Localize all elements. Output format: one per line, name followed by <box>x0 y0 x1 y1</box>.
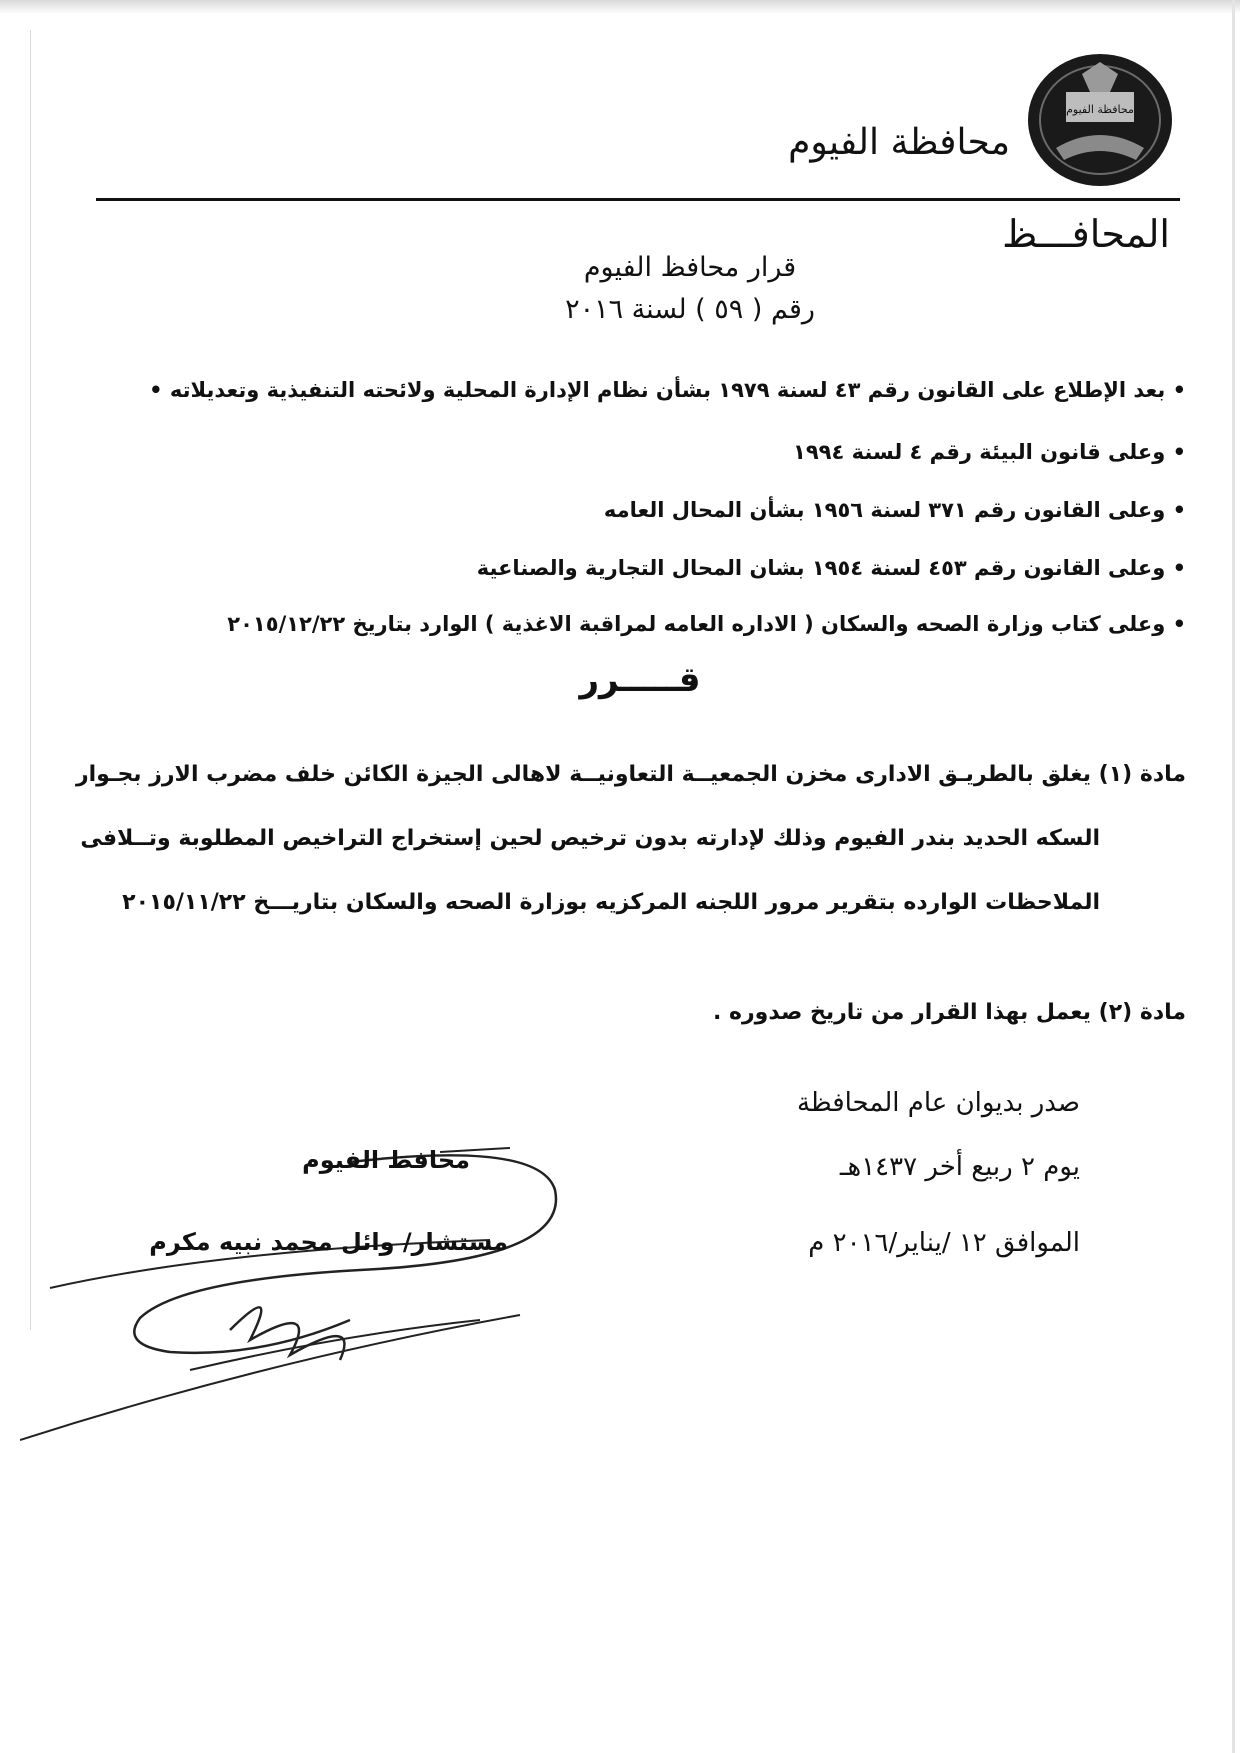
seal-text: محافظة الفيوم <box>1066 103 1134 116</box>
signatory-name: مستشار/ وائل محمد نبيه مكرم <box>149 1228 508 1256</box>
article-1-line-3: الملاحظات الوارده بتقرير مرور اللجنه المركزيه بوزارة الصحه والسكان بتاريـــخ ٢٠١٥/١١/٢٢ <box>122 890 1100 915</box>
scan-edge-top <box>0 0 1240 14</box>
decree-title: قرار محافظ الفيوم <box>583 252 797 283</box>
preamble-item: • وعلى قانون البيئة رقم ٤ لسنة ١٩٩٤ <box>793 440 1186 464</box>
issuance-place: صدر بديوان عام المحافظة <box>796 1088 1080 1118</box>
scan-edge-right <box>1232 0 1235 1753</box>
office-title: المحافـــظ <box>1002 212 1170 256</box>
decree-number: رقم ( ٥٩ ) لسنة ٢٠١٦ <box>565 294 815 325</box>
decided-heading: قـــــرر <box>579 660 701 700</box>
article-1-line-1: مادة (١) يغلق بالطريـق الادارى مخزن الجمعيــة التعاونيــة لاهالى الجيزة الكائن خلف مضرب الارز بجـوار <box>75 762 1186 787</box>
preamble-item: • وعلى القانون رقم ٤٥٣ لسنة ١٩٥٤ بشان المحال التجارية والصناعية <box>476 556 1186 580</box>
preamble-item: • وعلى كتاب وزارة الصحه والسكان ( الاداره العامه لمراقبة الاغذية ) الوارد بتاريخ ٢٠١٥/١٢/٢٢ <box>227 612 1186 636</box>
preamble-item: • وعلى القانون رقم ٣٧١ لسنة ١٩٥٦ بشأن المحال العامه <box>603 498 1186 522</box>
issuance-gregorian-date: الموافق ١٢ /يناير/٢٠١٦ م <box>808 1228 1080 1258</box>
handwritten-signature <box>20 1130 600 1460</box>
article-2: مادة (٢) يعمل بهذا القرار من تاريخ صدوره . <box>713 1000 1186 1025</box>
governorate-seal-icon <box>1026 52 1174 188</box>
issuance-hijri-date: يوم ٢ ربيع أخر ١٤٣٧هـ <box>839 1152 1080 1182</box>
preamble-item: • بعد الإطلاع على القانون رقم ٤٣ لسنة ١٩٧٩ بشأن نظام الإدارة المحلية ولائحته التنفيذية وتعديلاته • <box>149 378 1186 402</box>
header-divider <box>96 198 1180 201</box>
governorate-name: محافظة الفيوم <box>788 122 1010 163</box>
article-1-line-2: السكه الحديد بندر الفيوم وذلك لإدارته بدون ترخيص لحين إستخراج التراخيص المطلوبة وتــلافى <box>80 826 1100 851</box>
signatory-title: محافظ الفيوم <box>302 1146 470 1174</box>
